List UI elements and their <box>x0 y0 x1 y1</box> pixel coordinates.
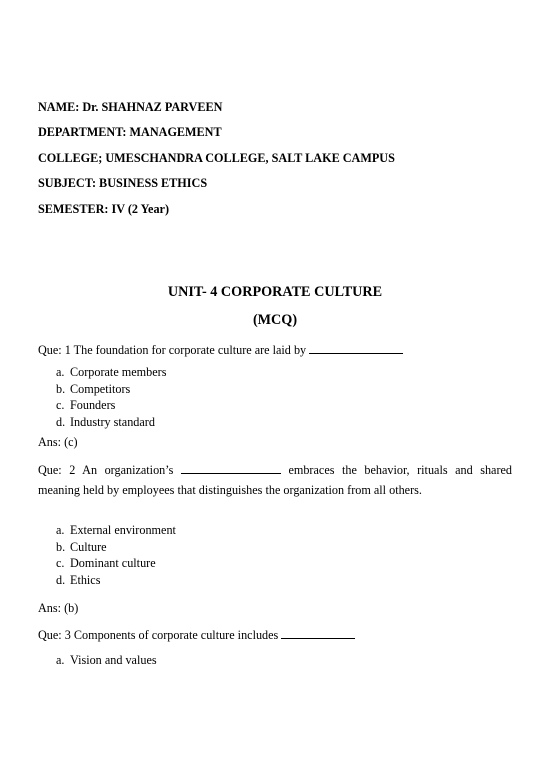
unit-title: UNIT- 4 CORPORATE CULTURE <box>167 284 383 300</box>
question-2-text-end: embraces the behavior, rituals and shared meaning held by employees that distinguishes the organization from all others. <box>38 463 513 497</box>
unit-subtitle: (MCQ) <box>252 312 298 328</box>
question-3-options <box>56 652 157 669</box>
question-3 <box>38 627 355 642</box>
option-item: b. Culture <box>56 539 107 554</box>
question-1-options <box>56 364 166 431</box>
question-2-options <box>56 522 176 589</box>
option-item: a. Vision and values <box>56 653 157 667</box>
option-item: c. Dominant culture <box>56 556 156 571</box>
answer-blank <box>181 462 281 474</box>
question-3-text: Que: 3 Components of corporate culture includes <box>38 628 279 642</box>
subject-line: SUBJECT: BUSINESS ETHICS <box>38 176 208 190</box>
answer-blank <box>309 342 403 354</box>
answer-2: Ans: (b) <box>38 601 79 615</box>
option-item: a. Corporate members <box>56 365 167 379</box>
question-1-text: Que: 1 The foundation for corporate culture are laid by <box>38 343 307 357</box>
answer-blank <box>281 627 355 639</box>
answer-1: Ans: (c) <box>38 435 78 449</box>
department-line: DEPARTMENT: MANAGEMENT <box>38 125 222 139</box>
option-item: d. Ethics <box>56 573 101 588</box>
option-item: b. Competitors <box>56 381 131 396</box>
semester-line: SEMESTER: IV (2 Year) <box>38 202 170 216</box>
question-2-text-start: Que: 2 An organization’s <box>38 463 174 477</box>
college-line: COLLEGE; UMESCHANDRA COLLEGE, SALT LAKE CAMPUS <box>38 151 395 165</box>
author-name: NAME: Dr. SHAHNAZ PARVEEN <box>38 100 223 114</box>
question-2 <box>38 460 512 500</box>
question-1 <box>38 342 403 357</box>
option-item: a. External environment <box>56 523 176 537</box>
option-item: c. Founders <box>56 398 116 413</box>
option-item: d. Industry standard <box>56 415 155 430</box>
